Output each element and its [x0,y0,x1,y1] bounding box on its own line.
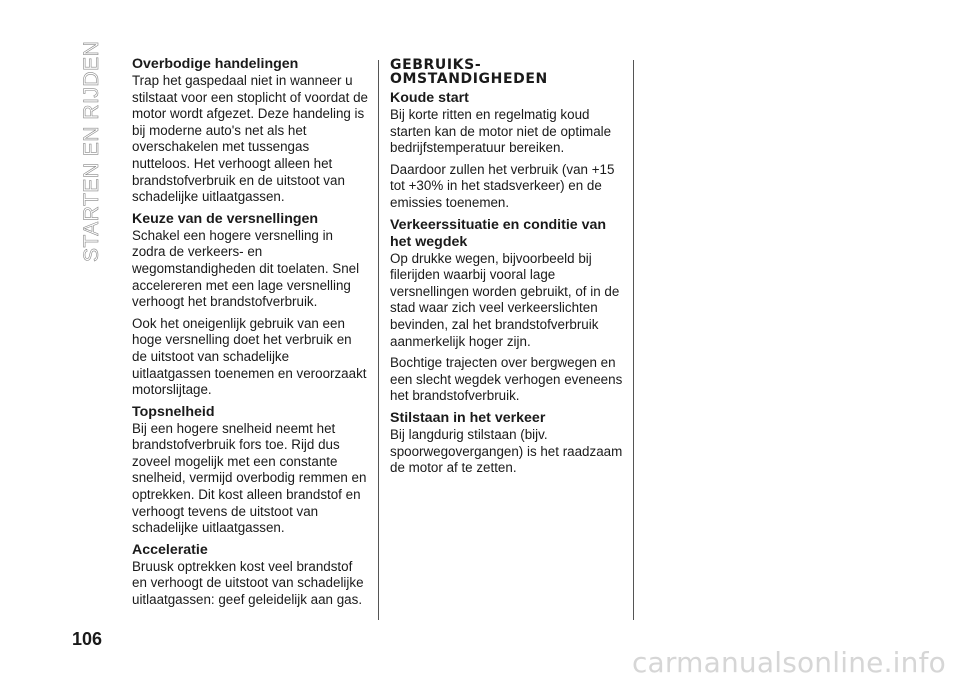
paragraph: Daardoor zullen het verbruik (van +15 tot +30% in het stadsverkeer) en de emissies toenemen. [390,161,615,210]
paragraph: Bochtige trajecten over bergwegen en een slecht wegdek verhogen eveneens het brandstofverbruik. [390,355,623,404]
section-heading: Stilstaan in het verkeer [390,409,546,426]
section-keuze-versnellingen [132,211,370,399]
section-heading: Overbodige handelingen [132,56,299,72]
section-heading: Keuze van de versnellingen [132,210,319,227]
section-koude-start [390,90,630,212]
section-heading: Koude start [390,90,469,106]
section-stilstaan [390,410,630,477]
column-divider [633,60,634,620]
section-title-line: GEBRUIKS- [390,57,482,73]
section-heading: Verkeerssituatie en conditie van het wegdek [390,216,607,250]
section-heading: Topsnelheid [132,403,215,420]
right-column [390,58,630,482]
paragraph: Bij langdurig stilstaan (bijv. spoorwegovergangen) is het raadzaam de motor af te zetten. [390,426,623,476]
section-heading: Acceleratie [132,541,208,558]
paragraph: Trap het gaspedaal niet in wanneer u stilstaat voor een stoplicht of voordat de motor wordt afgezet. Deze handeling is bij moderne auto's net als het overschakelen met tussengas nutteloos. Het verhoogt alleen het brandstofverbruik en de uitstoot van schadelijke uitlaatgassen. [132,73,368,205]
paragraph: Op drukke wegen, bijvoorbeeld bij filerijden waarbij vooral lage versnellingen worden gebruikt, of in de stad waar zich veel verkeerslichten bevinden, zal het brandstofverbruik aanmerkelijk hoger zijn. [390,250,620,349]
section-overbodige-handelingen [132,56,370,206]
paragraph: Ook het oneigenlijk gebruik van een hoge versnelling doet het verbruik en de uitstoot van schadelijke uitlaatgassen toenemen en veroorzaakt motorslijtage. [132,315,367,398]
left-column [132,56,370,614]
paragraph: Bruusk optrekken kost veel brandstof en verhoogt de uitstoot van schadelijke uitlaatgassen: geef geleidelijk aan gas. [132,558,364,608]
chapter-section-title [390,58,630,86]
page-number: 106 [72,629,103,649]
section-title-line: OMSTANDIGHEDEN [390,71,548,87]
chapter-title: STARTEN EN RIJDEN [80,40,103,262]
column-divider [378,60,379,620]
section-topsnelheid [132,404,370,537]
paragraph: Bij korte ritten en regelmatig koud starten kan de motor niet de optimale bedrijfstemperatuur bereiken. [390,107,612,156]
section-acceleratie [132,542,370,609]
paragraph: Bij een hogere snelheid neemt het brandstofverbruik fors toe. Rijd dus zoveel mogelijk met een constante snelheid, vermijd overbodig remmen en optrekken. Dit kost alleen brandstof en verhoogt tevens de uitstoot van schadelijke uitlaatgassen. [132,420,367,536]
section-verkeerssituatie [390,217,630,405]
watermark: carmanualsonline.info [631,646,946,679]
paragraph: Schakel een hogere versnelling in zodra de verkeers- en wegomstandigheden dit toelaten. Snel accelereren met een lage versnelling verhoogt het brandstofverbruik. [132,227,360,310]
